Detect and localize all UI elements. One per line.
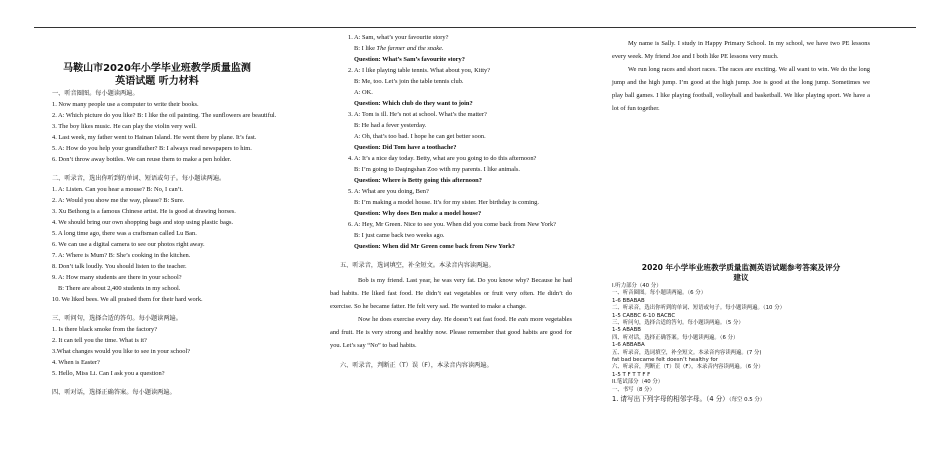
answer-line: 1-5 ABABB	[612, 327, 641, 334]
answer-line: 六、听录音，判断正（T）误（F），本录音内容读两遍。（6 分）	[612, 364, 764, 371]
section-5-heading: 五、听录音，选词填空，补全短文。本录音内容读两遍。	[340, 262, 495, 269]
section-2-heading: 二、听录音，选出你听到的单词、短语或句子。每小题读两遍。	[52, 175, 226, 182]
s2-item: 10. We liked bees. We all praised them for their hard work.	[52, 296, 203, 303]
section-1-heading: 一、听音圈图。每小题读两遍。	[52, 90, 139, 97]
s2-item: 9. A: How many students are there in your school?	[52, 274, 182, 281]
dialogue-line: 6. A: Hey, Mr Green. Nice to see you. When did you come back from New York?	[348, 221, 556, 228]
s3-item: 4. When is Easter?	[52, 359, 100, 366]
s2-item: 5. A long time ago, there was a craftsman called Lu Ban.	[52, 230, 197, 237]
passage-paragraph: Now he does exercise every day. He doesn’t eat fast food. He eats more vegetables and fruit. He is very strong and healthy now. Please remember that good habits are good for you. Let’s say “No” to bad habits.	[330, 316, 572, 349]
section-4-heading: 四、听对话，选择正确答案。每小题读两遍。	[52, 389, 176, 396]
s1-item: 2. A: Which picture do you like? B: I like the oil painting. The sunflowers are beautiful.	[52, 112, 277, 119]
dialogue-line: 5. A: What are you doing, Ben?	[348, 188, 429, 195]
answer-key-list	[612, 283, 870, 394]
answer-line: 五、听录音，选词填空，补全短文。本录音内容读两遍。(7 分)	[612, 349, 762, 356]
dialogue-line: A: OK.	[354, 89, 373, 96]
question-line: Question: When did Mr Green come back from New York?	[354, 243, 515, 250]
header-rule	[34, 27, 916, 28]
s2-item: 8. Don’t talk loudly. You should listen to the teacher.	[52, 263, 187, 270]
answer-line: 一、听音圈图。每小题读两遍。（6 分）	[612, 290, 707, 297]
s1-item: 1. Now many people use a computer to write their books.	[52, 101, 199, 108]
answer-line: 四、听对话，选择正确答案。每小题读两遍。（6 分）	[612, 334, 739, 341]
question-line: Question: Which club do they want to join?	[354, 100, 473, 107]
s3-item: 2. It can tell you the time. What is it?	[52, 337, 147, 344]
answer-line: II.笔试部分（40 分）	[612, 379, 664, 386]
answer-line: 1-6 BBABAB	[612, 297, 645, 304]
s1-item: 6. Don’t throw away bottles. We can reuse them to make a pen holder.	[52, 156, 232, 163]
dialogue-line: 1. A: Sam, what’s your favourite story?	[348, 34, 449, 41]
s2-item: 2. A: Would you show me the way, please? B: Sure.	[52, 197, 185, 204]
question-line: Question: Where is Betty going this afternoon?	[354, 177, 482, 184]
dialogue-line: B: I just came back two weeks ago.	[354, 232, 445, 239]
answer-line: I.听力部分（40 分）	[612, 283, 662, 289]
passage-paragraph: My name is Sally. I study in Happy Primary School. In my school, we have two PE lessons every week. My friend Joe and I both like PE lessons very much.	[612, 40, 870, 60]
s3-item: 3.What changes would you like to see in your school?	[52, 348, 191, 355]
dialogue-line: 4. A: It’s a nice day today. Betty, what are you going to do this afternoon?	[348, 155, 537, 162]
answer-line: 1. 请写出下列字母的相邻字母。（4 分）（每空 0.5 分）	[612, 395, 766, 404]
dialogue-line: B: He had a fever yesterday.	[354, 122, 427, 129]
answer-line: 三、听问句，选择合适的答句。每小题读两遍。（5 分）	[612, 320, 744, 327]
s3-item: 1. Is there black smoke from the factory?	[52, 326, 158, 333]
answer-line: 一、书写（8 分）	[612, 386, 655, 393]
dialogue-line: 3. A: Tom is ill. He’s not at school. What’s the matter?	[348, 111, 487, 118]
s2-item: 7. A: Where is Mum? B: She’s cooking in the kitchen.	[52, 252, 191, 259]
s2-item: B: There are about 2,400 students in my school.	[58, 285, 181, 292]
s1-item: 5. A: How do you help your grandfather? B: I always read newspapers to him.	[52, 145, 252, 152]
dialogue-line: B: I like The farmer and the snake.	[354, 45, 444, 52]
section-3-heading: 三、听问句，选择合适的答句。每小题读两遍。	[52, 315, 182, 322]
dialogue-line: B: Me, too. Let’s join the table tennis club.	[354, 78, 464, 85]
s1-item: 4. Last week, my father went to Hainan Island. He went there by plane. It’s fast.	[52, 134, 257, 141]
passage-paragraph: Bob is my friend. Last year, he was very fat. Do you know why? Because he had bad habits. He liked fast food. He didn’t eat vegetables or fruit very often. He didn’t do exercise. So he became fatter. He felt very sad. He wanted to make a change.	[330, 277, 572, 310]
section-6-heading: 六、听录音，判断正（T）误（F），本录音内容读两遍。	[340, 362, 493, 369]
dialogue-line: 2. A: I like playing table tennis. What about you, Kitty?	[348, 67, 491, 74]
column-2	[330, 32, 572, 371]
dialogue-line: A: Oh, that’s too bad. I hope he can get better soon.	[354, 133, 486, 140]
answer-line: 1-5 CABBC 6-10 BACBC	[612, 312, 676, 319]
dialogue-line: B: I’m going to Daqingshan Zoo with my parents. I like animals.	[354, 166, 520, 173]
answer-line: fat bad became felt doesn’t healthy for	[612, 357, 718, 364]
question-line: Question: Why does Ben make a model house?	[354, 210, 482, 217]
answer-line: 1-5 T F T T F F	[612, 371, 651, 378]
s2-item: 3. Xu Beihong is a famous Chinese artist. He is good at drawing horses.	[52, 208, 236, 215]
question-line: Question: What’s Sam’s favourite story?	[354, 56, 465, 63]
answer-line: 二、听录音，选出你听到的单词、短语或句子。每小题读两遍。（10 分）	[612, 305, 785, 312]
doc-title: 马鞍山市2020年小学毕业班教学质量监测	[63, 63, 251, 74]
column-3	[612, 32, 870, 405]
answer-line: 1-6 ABBABA	[612, 342, 645, 349]
s2-item: 6. We can use a digital camera to see our photos right away.	[52, 241, 205, 248]
s2-item: 1. A: Listen. Can you hear a mouse? B: No, I can’t.	[52, 186, 184, 193]
s2-item: 4. We should bring our own shopping bags and stop using plastic bags.	[52, 219, 234, 226]
doc-subtitle: 英语试题 听力材料	[115, 76, 199, 87]
answer-key-title: 2020 年小学毕业班教学质量监测英语试题参考答案及评分 建议	[641, 263, 841, 282]
dialogue-line: B: I’m making a model house. It’s for my sister. Her birthday is coming.	[354, 199, 539, 206]
column-1	[34, 32, 280, 398]
s1-item: 3. The boy likes music. He can play the violin very well.	[52, 123, 197, 130]
question-line: Question: Did Tom have a toothache?	[354, 144, 457, 151]
s3-item: 5. Hello, Miss Li. Can I ask you a question?	[52, 370, 165, 377]
passage-paragraph: We run long races and short races. The races are exciting. We all want to win. We do the long jump and the high jump. I’m good at the high jump. Joe is good at the long jump. Sometimes we play ball games. I like playing football, volleyball and basketball. We like playing sport. We have a lot of fun together.	[612, 66, 870, 112]
